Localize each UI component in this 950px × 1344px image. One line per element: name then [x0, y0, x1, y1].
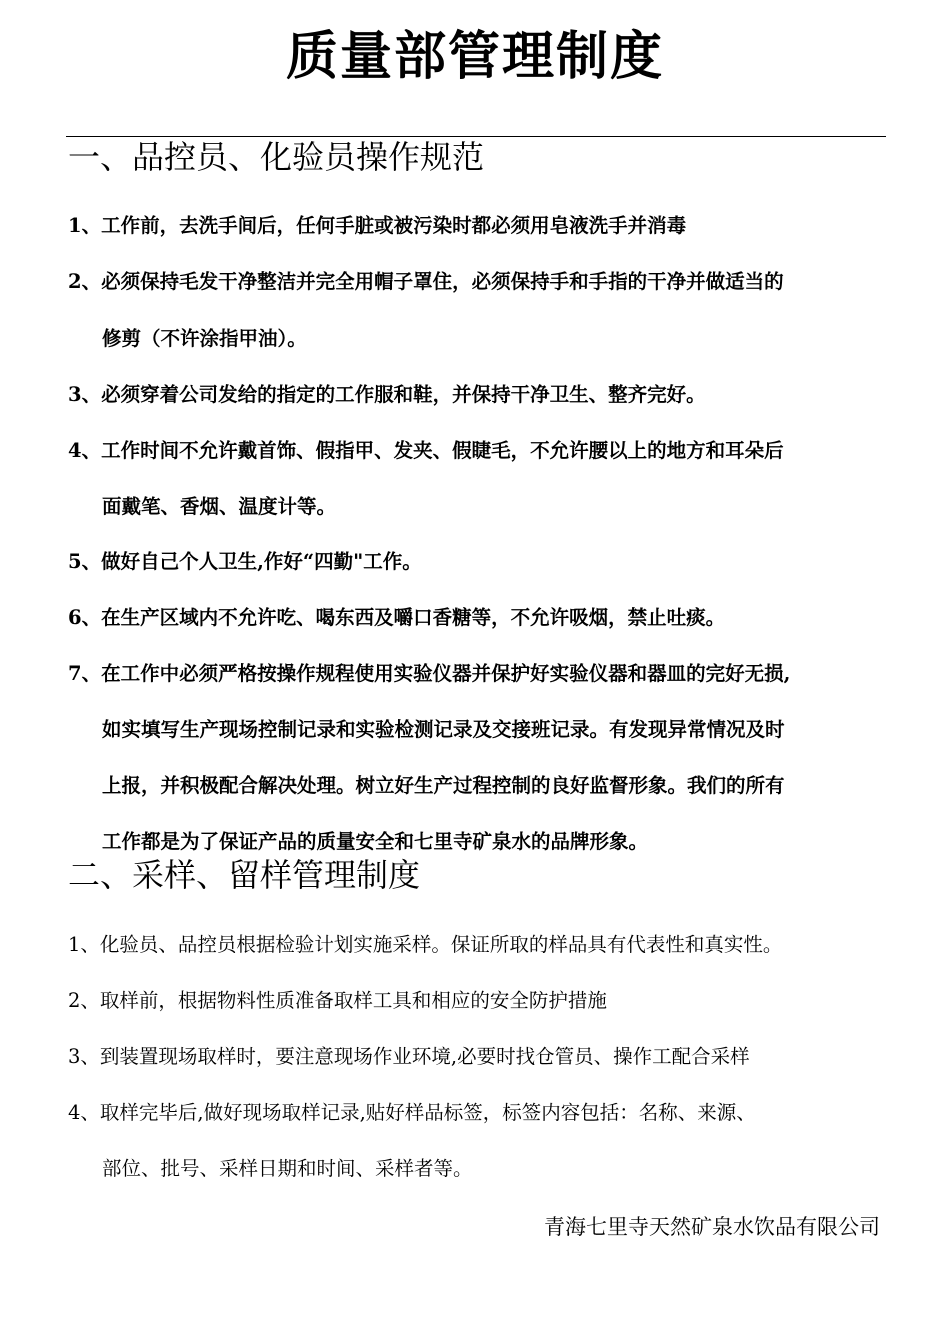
sampling-item-3: 3、到装置现场取样时，要注意现场作业环境,必要时找仓管员、操作工配合采样: [68, 1045, 750, 1068]
company-signature: 青海七里寺天然矿泉水饮品有限公司: [544, 1215, 880, 1239]
section-heading-sampling-rules: 二、采样、留样管理制度: [68, 856, 421, 894]
rule-item-4: 4、工作时间不允许戴首饰、假指甲、发夹、假睫毛，不允许腰以上的地方和耳朵后: [68, 439, 784, 462]
rule-item-7-continued-2: 上报，并积极配合解决处理。树立好生产过程控制的良好监督形象。我们的所有: [102, 774, 785, 797]
sampling-item-2: 2、取样前，根据物料性质准备取样工具和相应的安全防护措施: [68, 989, 607, 1012]
sampling-item-4-continued: 部位、批号、采样日期和时间、采样者等。: [102, 1157, 473, 1180]
rule-item-7: 7、在工作中必须严格按操作规程使用实验仪器并保护好实验仪器和器皿的完好无损,: [68, 662, 791, 685]
sampling-item-4: 4、取样完毕后,做好现场取样记录,贴好样品标签，标签内容包括：名称、来源、: [68, 1101, 756, 1124]
sampling-item-1: 1、化验员、品控员根据检验计划实施采样。保证所取的样品具有代表性和真实性。: [68, 933, 783, 956]
rule-item-1: 1、工作前，去洗手间后，任何手脏或被污染时都必须用皂液洗手并消毒: [68, 214, 687, 237]
rule-item-7-continued-1: 如实填写生产现场控制记录和实验检测记录及交接班记录。有发现异常情况及时: [102, 718, 785, 741]
rule-item-5: 5、做好自己个人卫生,作好“四勤"工作。: [68, 550, 422, 573]
rule-item-6: 6、在生产区域内不允许吃、喝东西及嚼口香糖等，不允许吸烟，禁止吐痰。: [68, 606, 726, 629]
rule-item-2-continued: 修剪（不许涂指甲油）。: [102, 327, 307, 350]
rule-item-7-continued-3: 工作都是为了保证产品的质量安全和七里寺矿泉水的品牌形象。: [102, 830, 649, 853]
rule-item-3: 3、必须穿着公司发给的指定的工作服和鞋，并保持干净卫生、整齐完好。: [68, 383, 706, 406]
document-title: 质量部管理制度: [285, 27, 664, 87]
section-heading-operation-rules: 一、品控员、化验员操作规范: [68, 138, 485, 176]
rule-item-4-continued: 面戴笔、香烟、温度计等。: [102, 495, 337, 518]
rule-item-2: 2、必须保持毛发干净整洁并完全用帽子罩住，必须保持手和手指的干净并做适当的: [68, 270, 784, 293]
